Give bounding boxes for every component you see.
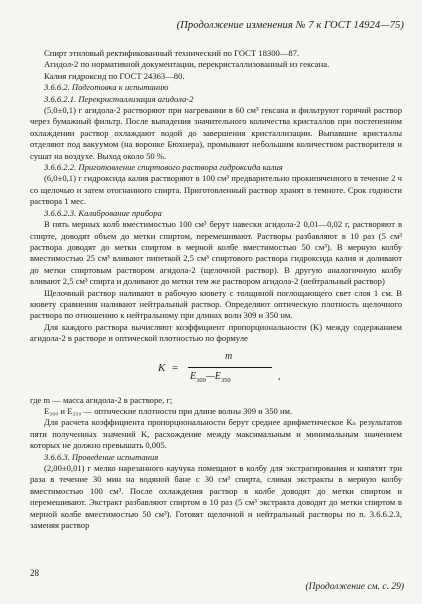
formula bbox=[30, 349, 402, 389]
fraction-bar bbox=[188, 367, 272, 368]
paragraph: E₃₀₉ и E₃₅₀ — оптические плотности при длине волны 309 и 350 нм. bbox=[44, 405, 293, 416]
section-heading: 3.6.6.2.2. Приготовление спиртового раствора гидроксида калия bbox=[44, 162, 283, 173]
paragraph: Спирт этиловый ректификованный технический по ГОСТ 18300—87. bbox=[44, 48, 300, 58]
paragraph: Для каждого раствора вычисляют коэффициент пропорциональности (K) между содержанием агидола-2 в растворе и оптической плотностью по формуле bbox=[30, 321, 402, 344]
formula-numerator: m bbox=[225, 350, 233, 362]
paragraph: Для расчета коэффициента пропорциональности берут среднее арифметическое Kₙ результатов пяти полученных значений K, расхождение между максимальным и минимальным значением которых не должно превышать 0,005. bbox=[30, 417, 402, 451]
paragraph: (6,0±0,1) г гидроксида калия растворяют в 100 см³ предварительно прокипяченного в течение 2 ч со щелочью и затем отогнанного спирта. Приготовленный раствор хранят в темноте. Срок годности раствора 1 мес. bbox=[30, 173, 402, 207]
section-heading: 3.6.6.2. Подготовка к испытанию bbox=[44, 82, 169, 93]
section-heading: 3.6.6.2.1. Перекристаллизация агидола-2 bbox=[44, 93, 194, 104]
section-heading: 3.6.6.3. Проведение испытания bbox=[44, 451, 159, 462]
paragraph: Щелочный раствор наливают в рабочую кювету с толщиной поглощающего свет слоя 1 см. В кювету сравнения наливают нейтральный раствор. Определяют оптическую плотность щелочного раствора по отношению к нейтральному при длинах волн 309 и 350 нм. bbox=[30, 287, 402, 321]
paragraph: где m — масса агидола-2 в растворе, г; bbox=[30, 394, 173, 405]
continuation-note: (Продолжение см. с. 29) bbox=[305, 582, 404, 592]
paragraph: Калия гидроксид по ГОСТ 24363—80. bbox=[44, 70, 185, 81]
formula-equals: = bbox=[172, 361, 179, 374]
paragraph: (2,00±0,01) г мелко нарезанного каучука помещают в колбу для экстрагирования и кипятят три раза в течение 30 мин на водяной бане с 30 см³ спирта, сливая экстракты в мерную колбу вместимостью 100 см³. После охлаждения раствор в колбе доводят до метки спиртом и перемешивают. Экстракт разбавляют спиртом в 10 раз (5 см³ экстракта доводят до метки спиртом в мерной колбе вместимостью 50 см³). Готовят щелочной и нейтральный растворы по п. 3.6.6.2.3, заменяя раствор bbox=[30, 463, 402, 531]
page-number: 28 bbox=[30, 568, 39, 578]
paragraph: В пять мерных колб вместимостью 100 см³ берут навески агидола-2 0,01—0,02 г, растворяют в спирте, доводят объем до метки спиртом, перемешивают. Растворы разбавляют в 10 раз (5 см³ раствора доводят до метки спиртом в мерной колбе вместимостью 50 см³). В мерную колбу вместимостью 25 см³ вливают пипеткой 2,5 см³ спиртового раствора гидроксида калия и доливают до метки спиртовым раствором агидола-2 (щелочной раствор). В другую аналогичную колбу вливают 2,5 см³ спирта и доливают до метки тем же раствором агидола-2 (нейтральный раствор) bbox=[30, 219, 402, 287]
formula-comma: , bbox=[278, 370, 281, 382]
document-body bbox=[30, 48, 402, 531]
section-heading: 3.6.6.2.3. Калибрование прибора bbox=[44, 207, 162, 218]
formula-lhs: K bbox=[158, 361, 166, 374]
running-header: (Продолжение изменения № 7 к ГОСТ 14924—75) bbox=[176, 20, 404, 31]
paragraph: Агидол-2 по нормативной документации, перекристаллизованный из гексана. bbox=[44, 59, 330, 70]
formula-denominator: $E_{309}—E_{350}$ bbox=[190, 370, 231, 384]
paragraph: (5,0±0,1) г агидола-2 растворяют при нагревании в 60 см³ гексана и фильтруют горячий раствор через бумажный фильтр. После выпадения значительного количества кристаллов при постепенном охлаждении раствор охлаждают водой до завершения кристаллизации. Выпавшие кристаллы отделяют под вакуумом (на воронке Бюхнера), промывают небольшим количеством растворителя и сушат на воздухе. Выход около 50 %. bbox=[30, 105, 402, 161]
